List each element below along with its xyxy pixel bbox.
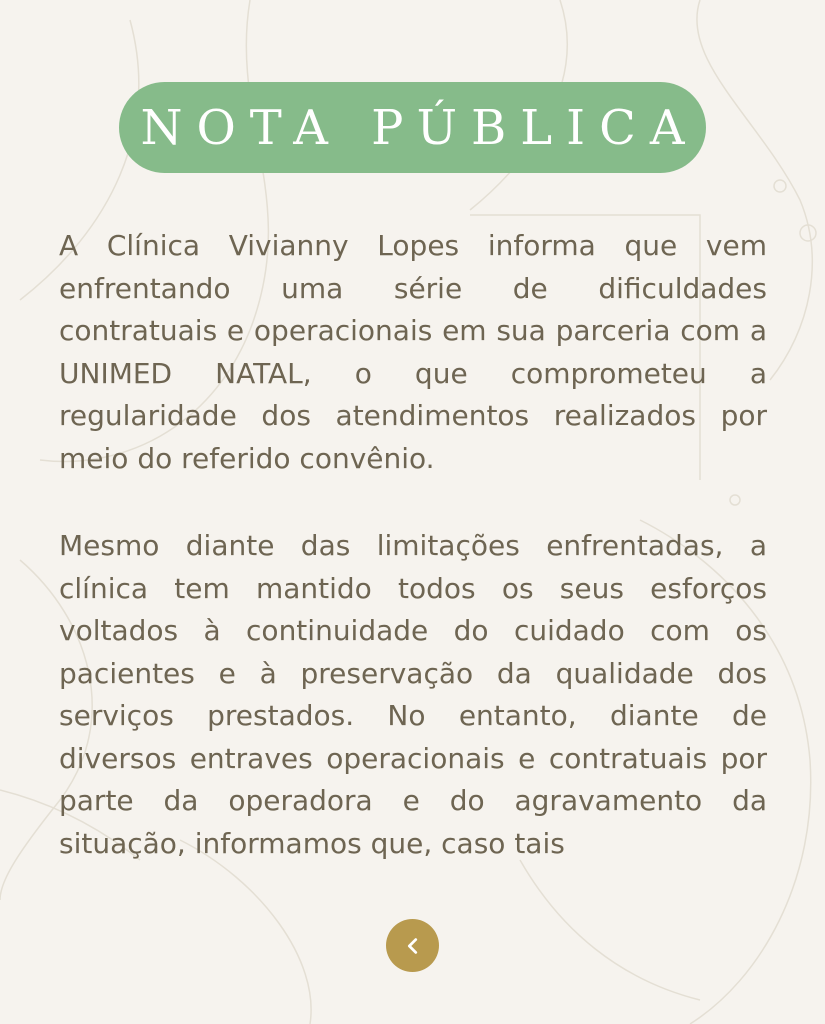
paragraph-2: Mesmo diante das limitações enfrentadas, a clínica tem mantido todos os seus esforços voltados à continuidade do cuidado com os pacientes e à preservação da qualidade dos serviços prestados. No entanto, diante de diversos entraves operacionais e contratuais por parte da operadora e do agravamento da situação, informamos que, caso tais <box>59 529 767 860</box>
previous-button[interactable] <box>386 919 439 972</box>
page-title: NOTA PÚBLICA <box>140 99 699 156</box>
paragraph-1: A Clínica Vivianny Lopes informa que vem enfrentando uma série de dificuldades contratuais e operacionais em sua parceria com a UNIMED NATAL, o que comprometeu a regularidade dos atendimentos realizados por meio do referido convênio. <box>59 229 767 475</box>
chevron-left-icon <box>402 935 424 957</box>
title-banner <box>119 82 706 173</box>
